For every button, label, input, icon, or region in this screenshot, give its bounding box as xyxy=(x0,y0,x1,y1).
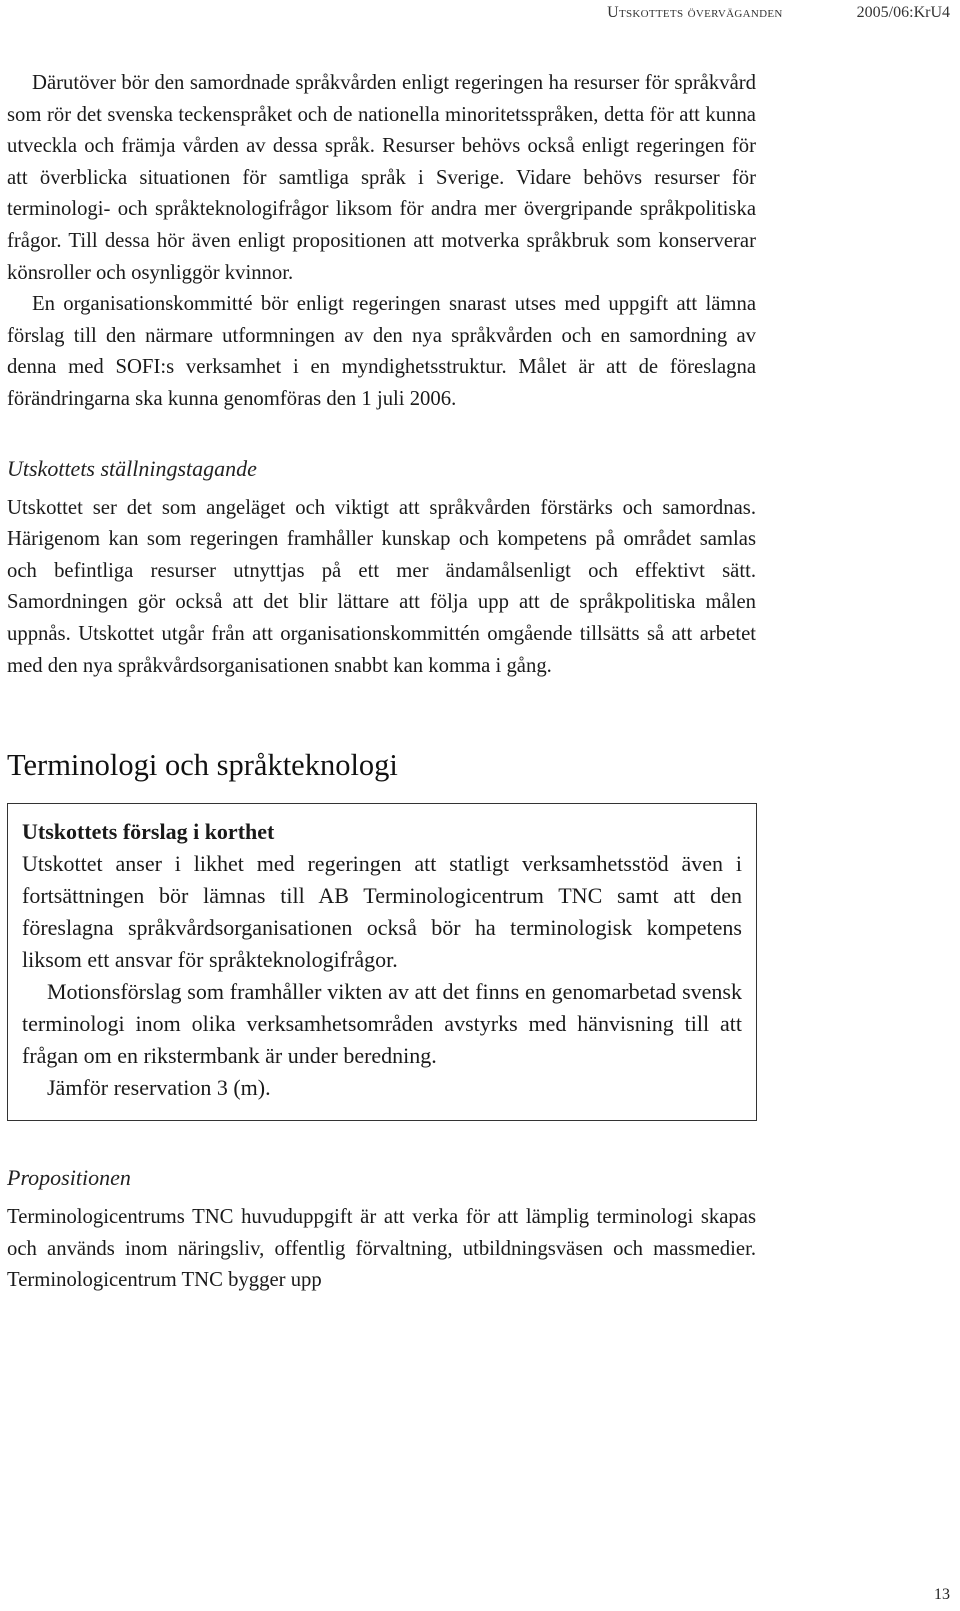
page-content xyxy=(7,66,756,1297)
running-header-section: Utskottets överväganden xyxy=(607,4,783,21)
page-number: 13 xyxy=(934,1586,950,1603)
body-paragraph: Terminologicentrums TNC huvuduppgift är att verka för att lämplig terminologi skapas och används inom näringsliv, offentlig förvaltning, utbildningsväsen och massmedier. Terminologicentrum TNC bygger upp xyxy=(7,1206,756,1292)
summary-box-paragraph: Utskottet anser i likhet med regeringen att statligt verksamhetsstöd även i fortsättningen bör lämnas till AB Terminologicentrum TNC samt att den föreslagna språkvårdsorganisationen också bör ha terminologisk kompetens liksom ett ansvar för språkteknologifrågor. xyxy=(22,851,742,973)
summary-box-paragraph: Motionsförslag som framhåller vikten av att det finns en genomarbetad svensk terminologi inom olika verksamhetsområden avstyrks med hänvisning till att frågan om en rikstermbank är under beredning. xyxy=(22,979,742,1069)
running-header xyxy=(607,4,950,22)
summary-box-title: Utskottets förslag i korthet xyxy=(22,819,275,845)
section-heading-proposition: Propositionen xyxy=(7,1165,131,1191)
section-heading-committee-position: Utskottets ställningstagande xyxy=(7,455,257,481)
running-header-doc-id: 2005/06:KrU4 xyxy=(856,4,950,21)
summary-box xyxy=(7,803,757,1121)
body-paragraph: Därutöver bör den samordnade språkvården enligt regeringen ha resurser för språkvård som rör det svenska teckenspråket och de nationella minoritetsspråken, detta för att kunna utveckla och främja vården av dessa språk. Resurser behövs också enligt regeringen för att överblicka situationen för samtliga språk i Sverige. Vidare behövs resurser för terminologi- och språkteknologifrågor liksom för andra mer övergripande språkpolitiska frågor. Till dessa hör även enligt propositionen att motverka språkbruk som konserverar könsroller och osynliggör kvinnor. xyxy=(7,72,756,284)
body-paragraph: Utskottet ser det som angeläget och viktigt att språkvården förstärks och samordnas. Härigenom kan som regeringen framhåller kunskap och kompetens på området samlas och befintliga resurser utnyttjas på ett mer ändamålsenligt och effektivt sätt. Samordningen gör också att det blir lättare att följa upp att de språkpolitiska målen uppnås. Utskottet utgår från att organisationskommittén omgående tillsätts så att arbetet med den nya språkvårdsorganisationen snabbt kan komma i gång. xyxy=(7,496,756,677)
main-heading: Terminologi och språkteknologi xyxy=(7,748,398,783)
summary-box-paragraph: Jämför reservation 3 (m). xyxy=(47,1075,271,1101)
body-paragraph: En organisationskommitté bör enligt regeringen snarast utses med uppgift att lämna förslag till den närmare utformningen av den nya språkvården och en samordning av denna med SOFI:s verksamhet i en myndighetsstruktur. Målet är att de föreslagna förändringarna ska kunna genomföras den 1 juli 2006. xyxy=(7,293,756,410)
